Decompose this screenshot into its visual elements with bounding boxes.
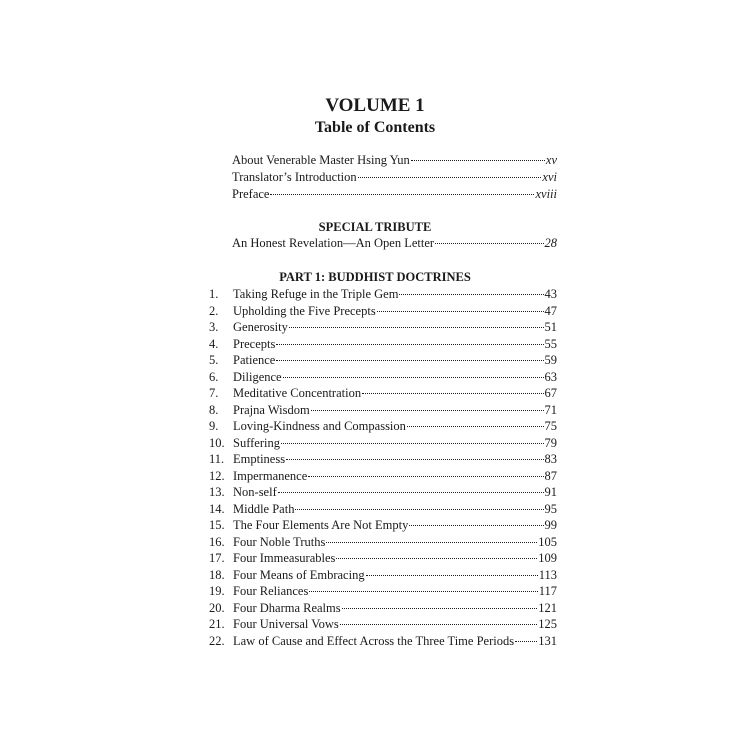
chapter-title: Impermanence: [233, 469, 308, 483]
volume-title: VOLUME 1: [325, 95, 425, 116]
chapter-entry[interactable]: [233, 402, 557, 418]
chapter-title: Four Immeasurables: [233, 551, 336, 565]
chapter-page: 83: [544, 452, 557, 466]
dot-leader: [326, 542, 537, 543]
chapter-number: 21.: [209, 617, 225, 631]
chapter-page: 125: [538, 617, 557, 631]
dot-leader: [358, 177, 542, 178]
chapter-page: 105: [538, 535, 557, 549]
chapter-page: 109: [538, 551, 557, 565]
dot-leader: [342, 608, 538, 609]
dot-leader: [276, 344, 543, 345]
dot-leader: [309, 591, 537, 592]
chapter-page: 63: [544, 370, 557, 384]
chapter-entry[interactable]: [233, 336, 557, 352]
chapter-page: 47: [544, 304, 557, 318]
chapter-entry[interactable]: [233, 468, 557, 484]
chapter-title: Taking Refuge in the Triple Gem: [233, 287, 399, 301]
chapter-number: 20.: [209, 601, 225, 615]
chapter-page: 43: [544, 287, 557, 301]
chapter-entry[interactable]: [233, 303, 557, 319]
chapter-number: 2.: [209, 304, 219, 318]
special-tribute-heading: SPECIAL TRIBUTE: [318, 220, 432, 234]
chapter-number: 1.: [209, 287, 219, 301]
dot-leader: [409, 525, 543, 526]
chapter-entry[interactable]: [233, 484, 557, 500]
dot-leader: [295, 509, 543, 510]
chapter-entry[interactable]: [233, 534, 557, 550]
chapter-title: The Four Elements Are Not Empty: [233, 518, 409, 532]
dot-leader: [336, 558, 537, 559]
chapter-title: Four Dharma Realms: [233, 601, 341, 615]
chapter-number: 17.: [209, 551, 225, 565]
entry-title: An Honest Revelation—An Open Letter: [232, 236, 435, 250]
dot-leader: [407, 426, 544, 427]
chapter-number: 14.: [209, 502, 225, 516]
front-matter-entry[interactable]: [232, 152, 557, 168]
chapter-number: 10.: [209, 436, 225, 450]
chapter-number: 13.: [209, 485, 225, 499]
chapter-number: 9.: [209, 419, 219, 433]
chapter-page: 87: [544, 469, 557, 483]
chapter-title: Generosity: [233, 320, 288, 334]
chapter-title: Emptiness: [233, 452, 286, 466]
chapter-entry[interactable]: [233, 583, 557, 599]
entry-page: xv: [545, 153, 557, 167]
dot-leader: [340, 624, 537, 625]
chapter-title: Diligence: [233, 370, 282, 384]
chapter-page: 55: [544, 337, 557, 351]
chapter-page: 75: [544, 419, 557, 433]
chapter-number: 15.: [209, 518, 225, 532]
chapter-entry[interactable]: [233, 616, 557, 632]
chapter-title: Four Universal Vows: [233, 617, 339, 631]
dot-leader: [281, 443, 544, 444]
dot-leader: [276, 360, 543, 361]
chapter-page: 99: [544, 518, 557, 532]
dot-leader: [399, 294, 543, 295]
chapter-title: Four Noble Truths: [233, 535, 326, 549]
chapter-entry[interactable]: [233, 385, 557, 401]
chapter-title: Four Means of Embracing: [233, 568, 365, 582]
chapter-entry[interactable]: [233, 517, 557, 533]
chapter-entry[interactable]: [233, 286, 557, 302]
dot-leader: [308, 476, 543, 477]
chapter-number: 18.: [209, 568, 225, 582]
dot-leader: [366, 575, 538, 576]
chapter-entry[interactable]: [233, 501, 557, 517]
chapter-title: Middle Path: [233, 502, 295, 516]
entry-page: 28: [544, 236, 557, 250]
chapter-title: Suffering: [233, 436, 280, 450]
chapter-page: 91: [544, 485, 557, 499]
chapter-title: Four Reliances: [233, 584, 309, 598]
part-heading: PART 1: BUDDHIST DOCTRINES: [279, 270, 471, 284]
front-matter-entry[interactable]: [232, 169, 557, 185]
chapter-page: 67: [544, 386, 557, 400]
chapter-title: Prajna Wisdom: [233, 403, 310, 417]
chapter-entry[interactable]: [233, 418, 557, 434]
chapter-number: 4.: [209, 337, 219, 351]
chapter-entry[interactable]: [233, 435, 557, 451]
chapter-page: 113: [538, 568, 557, 582]
entry-title: Translator’s Introduction: [232, 170, 357, 184]
chapter-entry[interactable]: [233, 319, 557, 335]
chapter-page: 131: [538, 634, 557, 648]
dot-leader: [377, 311, 544, 312]
chapter-title: Loving-Kindness and Compassion: [233, 419, 406, 433]
entry-title: About Venerable Master Hsing Yun: [232, 153, 410, 167]
chapter-title: Precepts: [233, 337, 276, 351]
chapter-entry[interactable]: [233, 600, 557, 616]
chapter-entry[interactable]: [233, 451, 557, 467]
entry-page: xvi: [542, 170, 557, 184]
dot-leader: [278, 492, 544, 493]
chapter-number: 5.: [209, 353, 219, 367]
chapter-number: 19.: [209, 584, 225, 598]
dot-leader: [435, 243, 543, 244]
chapter-entry[interactable]: [233, 352, 557, 368]
chapter-entry[interactable]: [233, 567, 557, 583]
chapter-page: 59: [544, 353, 557, 367]
dot-leader: [411, 160, 545, 161]
chapter-number: 12.: [209, 469, 225, 483]
entry-title: Preface: [232, 187, 270, 201]
toc-title: Table of Contents: [314, 119, 436, 136]
chapter-entry[interactable]: [233, 550, 557, 566]
chapter-number: 22.: [209, 634, 225, 648]
chapter-entry[interactable]: [233, 633, 557, 649]
chapter-title: Meditative Concentration: [233, 386, 362, 400]
chapter-title: Non-self: [233, 485, 277, 499]
special-tribute-entry[interactable]: [232, 235, 557, 251]
chapter-title: Law of Cause and Effect Across the Three Time Periods: [233, 634, 515, 648]
dot-leader: [283, 377, 544, 378]
dot-leader: [270, 194, 534, 195]
chapter-number: 8.: [209, 403, 219, 417]
chapter-number: 3.: [209, 320, 219, 334]
dot-leader: [515, 641, 537, 642]
chapter-page: 117: [538, 584, 557, 598]
chapter-entry[interactable]: [233, 369, 557, 385]
chapter-title: Patience: [233, 353, 276, 367]
chapter-number: 7.: [209, 386, 219, 400]
chapter-page: 51: [544, 320, 557, 334]
dot-leader: [289, 327, 544, 328]
front-matter-entry[interactable]: [232, 186, 557, 202]
chapter-page: 71: [544, 403, 557, 417]
chapter-title: Upholding the Five Precepts: [233, 304, 376, 318]
chapter-number: 11.: [209, 452, 225, 466]
dot-leader: [362, 393, 543, 394]
entry-page: xviii: [535, 187, 557, 201]
dot-leader: [311, 410, 544, 411]
chapter-page: 95: [544, 502, 557, 516]
chapter-page: 79: [544, 436, 557, 450]
chapter-number: 16.: [209, 535, 225, 549]
dot-leader: [286, 459, 543, 460]
chapter-page: 121: [538, 601, 557, 615]
chapter-number: 6.: [209, 370, 219, 384]
